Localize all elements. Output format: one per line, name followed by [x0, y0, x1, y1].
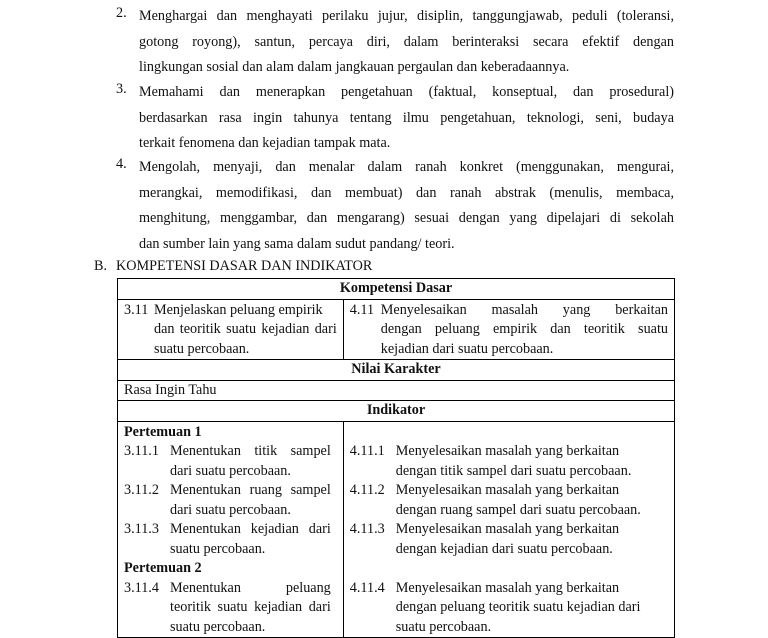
indicator-line: Menyelesaikan masalah yang berkaitan — [395, 482, 620, 498]
list-text-line: Mengolah, menyaji, dan menalar dalam ranah konkret (menggunakan, mengurai, — [139, 159, 674, 175]
indicator-number: 3.11.2 — [124, 482, 159, 498]
indicator-line: Menyelesaikan masalah yang berkaitan — [395, 579, 620, 596]
indicator-line: suatu percobaan. — [170, 618, 266, 635]
kd-text-line: suatu percobaan. — [154, 340, 250, 357]
indicator-item — [350, 481, 668, 520]
indicator-number: 3.11.4 — [124, 579, 159, 596]
indicator-line: Menentukan peluang — [170, 579, 331, 596]
list-number: 2. — [116, 5, 127, 21]
indicator-line: dengan kejadian dari suatu percobaan. — [395, 540, 613, 557]
list-text-line: menghitung, menggambar, dan mengarang) sesuai dengan yang dipelajari di sekolah — [139, 210, 674, 226]
indicator-line: dari suatu percobaan. — [170, 501, 291, 518]
kd-number: 3.11 — [124, 301, 149, 318]
header-nilai-karakter: Nilai Karakter — [118, 360, 675, 381]
list-text-line: lingkungan sosial dan alam dalam jangkauan pergaulan dan keberadaannya. — [139, 59, 570, 75]
list-number: 3. — [116, 81, 127, 97]
indicator-line: Menyelesaikan masalah yang berkaitan — [395, 521, 620, 537]
kd-cell-right — [343, 299, 674, 360]
kd-text-line: Menjelaskan peluang empirik — [154, 301, 323, 318]
indicator-number: 4.11.4 — [349, 579, 385, 596]
indicator-line: Menentukan kejadian dari — [170, 521, 331, 537]
indikator-cell-right — [343, 421, 674, 638]
section-title: KOMPETENSI DASAR DAN INDIKATOR — [116, 258, 373, 274]
kd-text-line: Menyelesaikan masalah yang berkaitan — [380, 301, 668, 318]
indicator-item — [350, 442, 668, 481]
indicator-number: 3.11.3 — [124, 521, 159, 537]
indicator-line: suatu percobaan. — [170, 540, 266, 557]
pertemuan-1-label: Pertemuan 1 — [124, 423, 202, 440]
kd-cell-left — [118, 299, 344, 360]
list-text-line: Memahami dan menerapkan pengetahuan (faktual, konseptual, dan prosedural) — [139, 84, 674, 100]
indicator-line: Menentukan ruang sampel — [170, 482, 331, 498]
indicator-item — [124, 481, 331, 520]
list-text-line: dan sumber lain yang sama dalam sudut pandang/ teori. — [139, 235, 455, 252]
kd-indikator-table — [117, 278, 675, 638]
indicator-line: teoritik suatu kejadian dari — [170, 599, 331, 615]
indicator-number: 4.11.2 — [349, 482, 385, 498]
kd-number: 4.11 — [349, 301, 375, 318]
nilai-karakter-value: Rasa Ingin Tahu — [118, 380, 675, 401]
kd-text-line: dengan peluang empirik dan teoritik suatu — [380, 321, 668, 337]
indicator-item — [124, 442, 331, 481]
indicator-item — [124, 579, 331, 638]
list-text-line: Menghargai dan menghayati perilaku jujur, disiplin, tanggungjawab, peduli (toleransi, — [139, 8, 674, 24]
list-text-line: merangkai, memodifikasi, dan membuat) dan ranah abstrak (menulis, membaca, — [139, 184, 674, 201]
list-text-line: berdasarkan rasa ingin tahunya tentang ilmu pengetahuan, teknologi, seni, budaya — [139, 109, 674, 126]
indicator-line: dengan ruang sampel dari suatu percobaan. — [395, 501, 641, 518]
list-number: 4. — [116, 156, 127, 172]
pertemuan-2-label: Pertemuan 2 — [124, 560, 202, 576]
kd-text-line: dan teoritik suatu kejadian dari — [154, 321, 337, 337]
indicator-number: 3.11.1 — [124, 443, 159, 459]
header-kompetensi-dasar: Kompetensi Dasar — [118, 279, 675, 300]
indicator-line: dari suatu percobaan. — [170, 462, 291, 479]
indicator-number: 4.11.3 — [349, 521, 385, 537]
kd-text-line: kejadian dari suatu percobaan. — [380, 340, 554, 357]
indikator-cell-left — [118, 421, 344, 638]
list-text-line: terkait fenomena dan kejadian tampak mata. — [139, 135, 391, 151]
list-text-line: gotong royong), santun, percaya diri, dalam berinteraksi secara efektif dengan — [139, 33, 674, 50]
indicator-line: Menentukan titik sampel — [170, 443, 331, 459]
indicator-item — [124, 520, 331, 559]
indicator-line: dengan peluang teoritik suatu kejadian dari — [395, 599, 641, 615]
indicator-line: Menyelesaikan masalah yang berkaitan — [395, 443, 620, 459]
section-label: B. — [94, 258, 108, 274]
indicator-line: suatu percobaan. — [395, 618, 492, 635]
header-indikator: Indikator — [118, 401, 675, 422]
indicator-number: 4.11.1 — [349, 443, 385, 459]
indicator-item — [350, 579, 668, 638]
indicator-item — [350, 520, 668, 559]
indicator-line: dengan titik sampel dari suatu percobaan. — [395, 462, 632, 479]
